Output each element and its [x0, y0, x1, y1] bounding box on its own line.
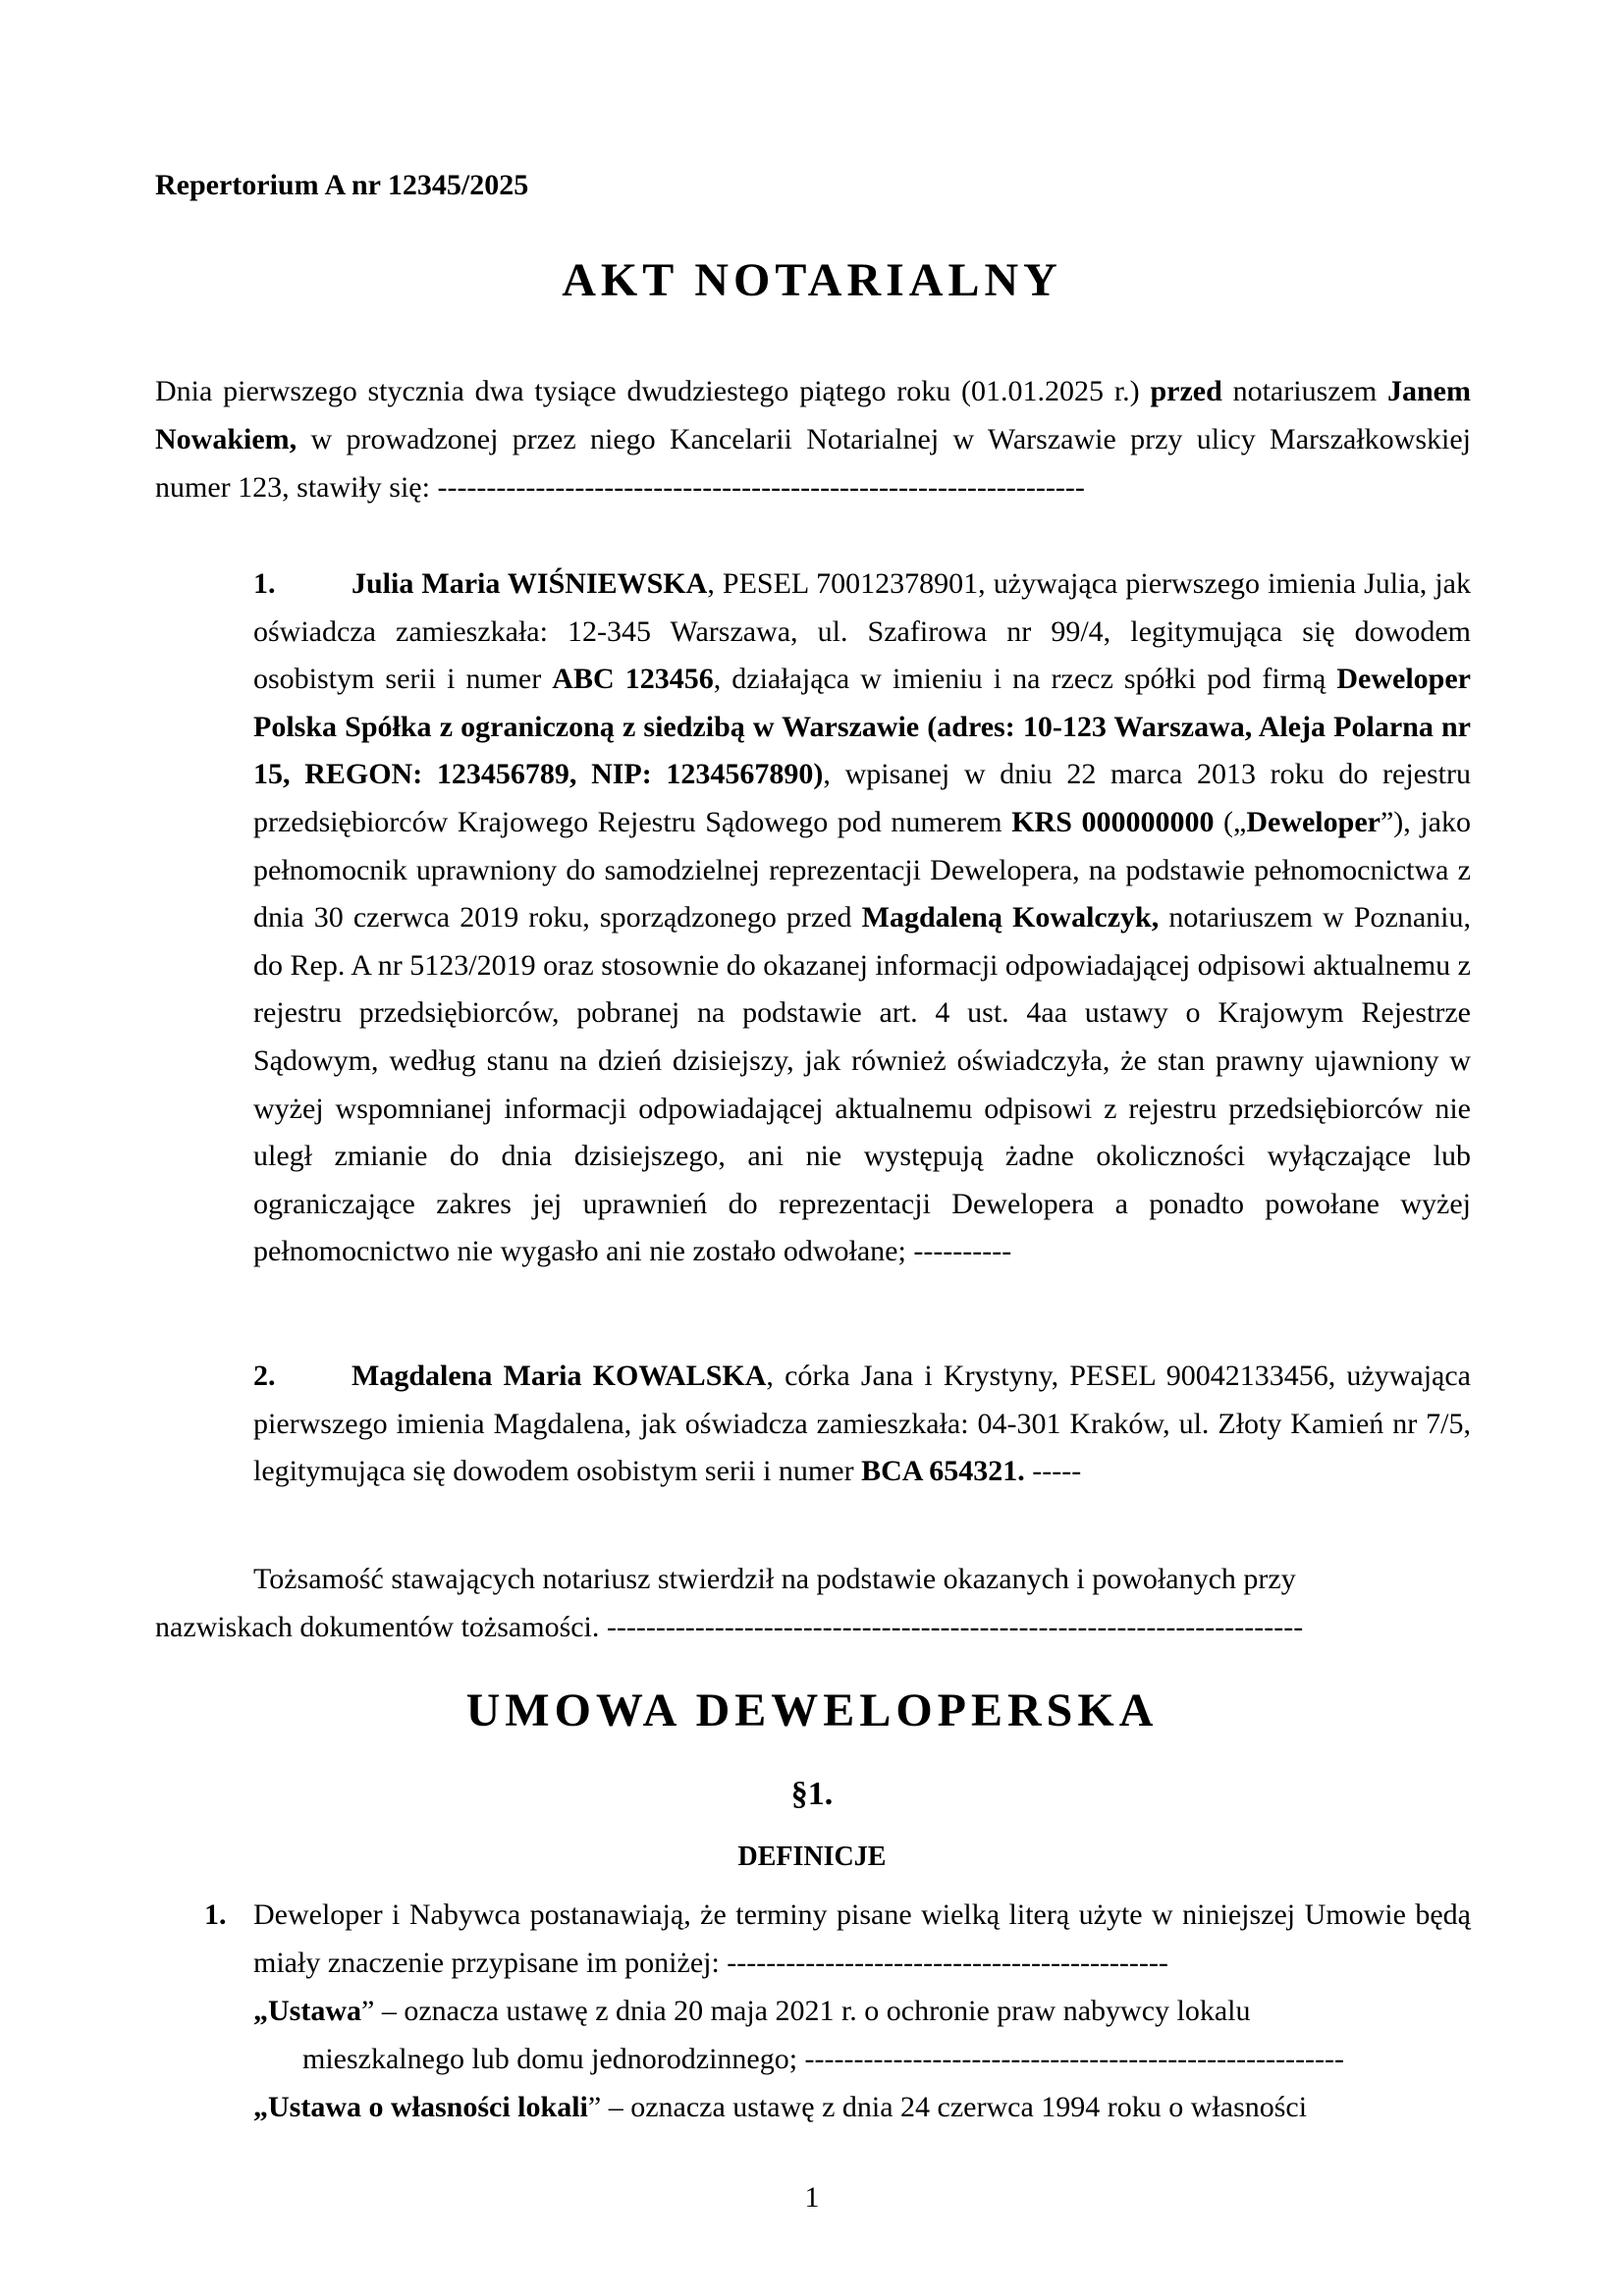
party-1-text-3: , wpisanej w dniu 22 marca 2013 roku do rejestru przedsiębiorców Krajowego Rejestru Sądowego pod numerem	[253, 758, 1472, 838]
krs-number: KRS 000000000	[1011, 805, 1215, 838]
page-number: 1	[804, 2181, 820, 2214]
intro-text-3: w prowadzonej przez niego Kancelarii Notarialnej w Warszawie przy ulicy Marszałkowskiej numer 123, stawiły się: ------------------------------------------------------------------	[155, 423, 1471, 504]
definition-item-1: Deweloper i Nabywca postanawiają, że terminy pisane wielką literą użyte w niniejszej Umowie będą miały znaczenie przypisane im poniżej: ---------------------------------------------	[253, 1898, 1471, 1979]
term-ustawa-o-wlasnosci: „Ustawa o własności lokali	[253, 2091, 588, 2123]
definition-ustawa	[253, 1987, 1471, 2035]
party-1-text-2: , działająca w imieniu i na rzecz spółki pod firmą	[713, 663, 1337, 696]
identity-line-2: nazwiskach dokumentów tożsamości. -----------------------------------------------------------------------	[155, 1611, 1304, 1643]
document-title: AKT NOTARIALNY	[562, 254, 1062, 306]
term-ustawa-o-wlasnosci-text: ” – oznacza ustawę z dnia 24 czerwca 1994 roku o własności	[587, 2091, 1308, 2123]
party-2-id-number: BCA 654321.	[861, 1455, 1025, 1488]
definition-ustawa-o-wlasnosci	[253, 2083, 1471, 2131]
party-1-id-number: ABC 123456	[552, 663, 714, 696]
party-1-text-5: ”), jako pełnomocnik uprawniony do samodzielnej reprezentacji Dewelopera, na podstawie pełnomocnictwa z dnia 30 czerwca 2019 roku, sporządzonego przed	[253, 805, 1471, 934]
party-1-text-1: , PESEL 70012378901, używająca pierwszego imienia Julia, jak oświadcza zamieszkała: 12-345 Warszawa, ul. Szafirowa nr 99/4, legitymująca się dowodem osobistym serii i numer	[253, 567, 1471, 696]
term-ustawa-text: ” – oznacza ustawę z dnia 20 maja 2021 r. o ochronie praw nabywcy lokalu	[361, 1995, 1251, 2027]
intro-bold-przed: przed	[1150, 375, 1222, 407]
section-title: DEFINICJE	[737, 1842, 887, 1872]
party-2-text-1: , córka Jana i Krystyny, PESEL 90042133456, używająca pierwszego imienia Magdalena, jak oświadcza zamieszkała: 04-301 Kraków, ul. Złoty Kamień nr 7/5, legitymująca się dowodem osobistym serii i numer	[253, 1360, 1471, 1488]
intro-paragraph	[155, 367, 1471, 511]
term-ustawa: „Ustawa	[253, 1995, 361, 2027]
company-details: Deweloper Polska Spółka z ograniczoną z siedzibą w Warszawie (adres: 10-123 Warszawa, Aleja Polarna nr 15, REGON: 123456789, NIP: 1234567890)	[253, 663, 1471, 791]
contract-title: UMOWA DEWELOPERSKA	[465, 1684, 1159, 1736]
identity-line-1: Tożsamość stawających notariusz stwierdził na podstawie okazanych i powołanych przy	[253, 1563, 1296, 1595]
party-1-name: Julia Maria WIŚNIEWSKA	[352, 567, 708, 600]
definition-item-number: 1.	[204, 1898, 227, 1931]
intro-text-1: Dnia pierwszego stycznia dwa tysiące dwudziestego piątego roku (01.01.2025 r.)	[155, 375, 1151, 407]
notary-poznan-name: Magdaleną Kowalczyk,	[861, 901, 1160, 934]
party-2-name: Magdalena Maria KOWALSKA	[352, 1360, 767, 1392]
notary-name: Janem Nowakiem,	[155, 375, 1471, 455]
repertorium-number: Repertorium A nr 12345/2025	[155, 169, 529, 201]
party-2	[253, 1353, 1471, 1496]
intro-text-2: notariuszem	[1221, 375, 1387, 407]
party-1-text-6: notariuszem w Poznaniu, do Rep. A nr 5123/2019 oraz stosownie do okazanej informacji odpowiadającej odpisowi aktualnemu z rejestru przedsiębiorców, pobranej na podstawie art. 4 ust. 4aa ustawy o Krajowym Rejestrze Sądowym, według stanu na dzień dzisiejszy, jak również oświadczyła, że stan prawny ujawniony w wyżej wspomnianej informacji odpowiadającej aktualnemu odpisowi z rejestru przedsiębiorców nie uległ zmianie do dnia dzisiejszego, ani nie występują żadne okoliczności wyłączające lub ograniczające zakres jej uprawnień do reprezentacji Dewelopera a ponadto powołane wyżej pełnomocnictwo nie wygasło ani nie zostało odwołane; ----------	[253, 901, 1471, 1268]
section-number: §1.	[790, 1776, 834, 1812]
party-1-text-4: („	[1214, 805, 1247, 838]
party-2-text-2: -----	[1024, 1455, 1082, 1488]
developer-term: Deweloper	[1246, 805, 1380, 838]
party-2-number: 2.	[253, 1360, 276, 1392]
party-1	[253, 561, 1471, 1276]
definition-ustawa-continuation: mieszkalnego lub domu jednorodzinnego; -------------------------------------------------------	[302, 2043, 1345, 2075]
party-1-number: 1.	[253, 567, 276, 600]
